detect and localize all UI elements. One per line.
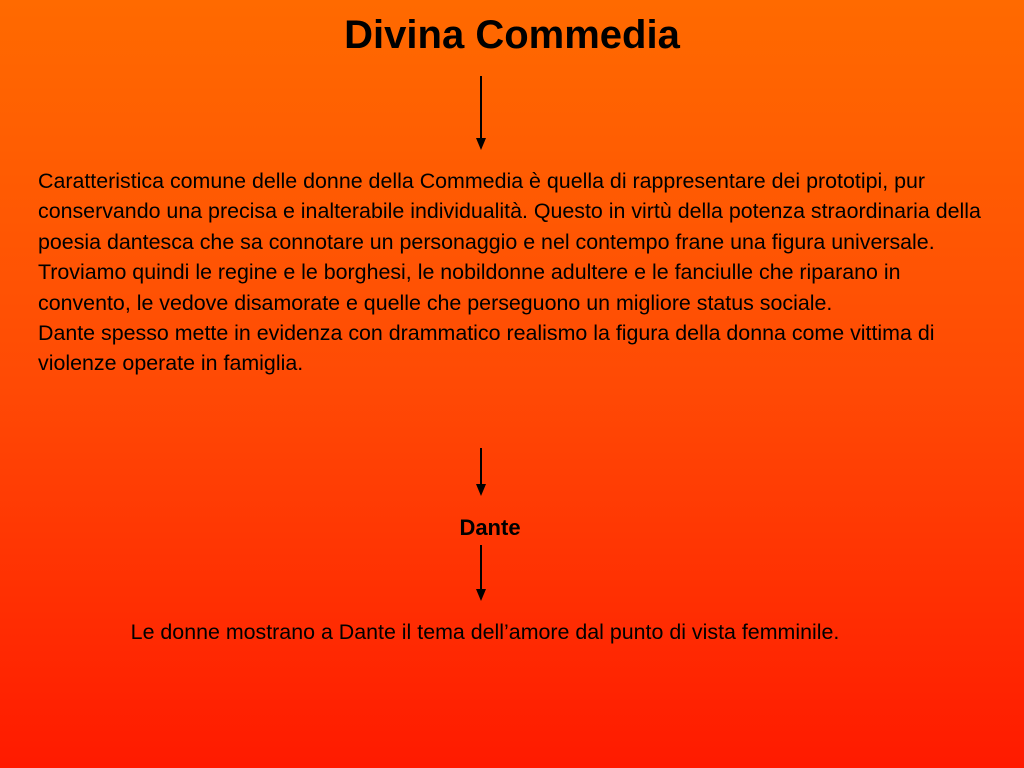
paragraph-1: Caratteristica comune delle donne della Commedia è quella di rappresentare dei prototipi, pur conservando una precisa e inalterabile individualità. Questo in virtù della potenza straordinaria della poesia dantesca che sa connotare un personaggio e nel contempo frane una figura universale. <box>38 169 981 254</box>
arrow-down-icon <box>473 76 489 152</box>
conclusion-text: Le donne mostrano a Dante il tema dell’amore dal punto di vista femminile. <box>130 620 840 644</box>
dante-label: Dante <box>459 515 521 540</box>
slide-title: Divina Commedia <box>344 13 680 57</box>
arrow-down-icon <box>473 545 489 603</box>
body-text <box>38 166 988 379</box>
paragraph-2: Troviamo quindi le regine e le borghesi, le nobildonne adultere e le fanciulle che riparano in convento, le vedove disamorate e quelle che perseguono un migliore status sociale. <box>38 260 901 315</box>
arrow-down-icon <box>473 448 489 498</box>
paragraph-3: Dante spesso mette in evidenza con drammatico realismo la figura della donna come vittima di violenze operate in famiglia. <box>38 321 935 376</box>
